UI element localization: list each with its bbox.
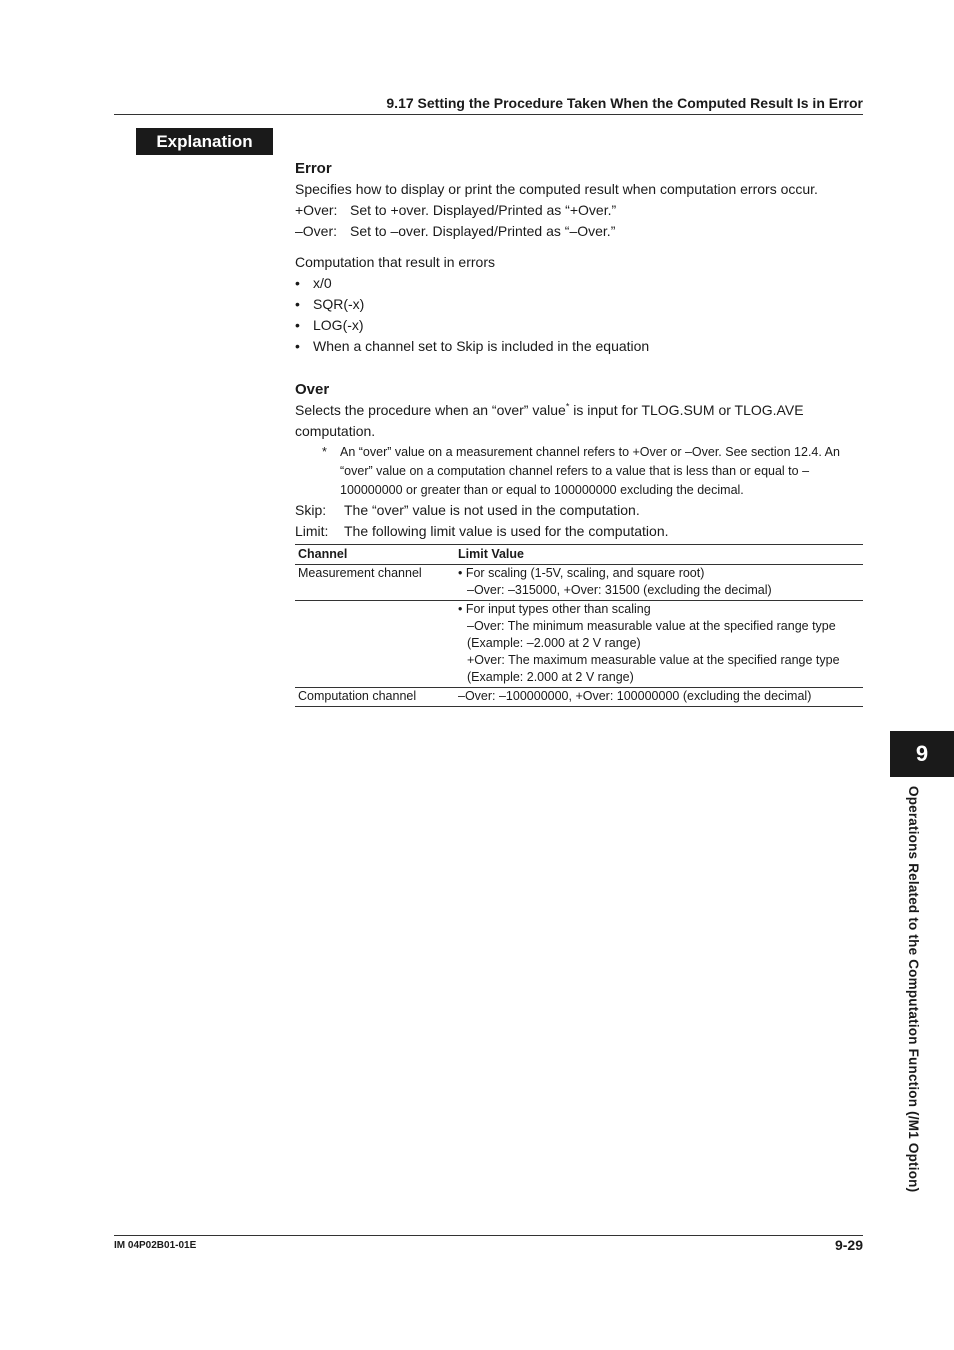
error-description: Specifies how to display or print the computed result when computation errors occur. [295,181,818,197]
column-header-limit-value: Limit Value [455,545,863,565]
list-item: • When a channel set to Skip is included in the equation [295,336,863,357]
footer-rule [114,1235,863,1236]
option-desc: The following limit value is used for the computation. [344,523,669,539]
channel-cell: Computation channel [295,688,455,707]
option-desc: Set to –over. Displayed/Printed as “–Over.” [350,223,616,239]
table-row [295,565,863,601]
option-term: Limit: [295,523,329,539]
header-rule [114,114,863,115]
running-header-title: 9.17 Setting the Procedure Taken When the Computed Result Is in Error [386,95,863,111]
over-option-limit [295,521,863,542]
limit-cell: –Over: –100000000, +Over: 100000000 (excluding the decimal) [455,688,863,707]
error-list-title: Computation that result in errors [295,254,495,270]
option-term: –Over: [295,223,338,239]
channel-cell: Measurement channel [295,565,455,601]
list-item: • x/0 [295,273,863,294]
table-row [295,601,863,688]
footnote-star: * [322,445,327,459]
error-heading: Error [295,160,332,177]
over-heading: Over [295,381,330,398]
error-option-minus-over [295,221,863,242]
error-option-plus-over [295,200,863,221]
over-description: Selects the procedure when an “over” value* is input for TLOG.SUM or TLOG.AVE computation. [295,401,804,439]
limit-value-table [295,544,863,707]
option-term: +Over: [295,202,338,218]
list-item: • LOG(-x) [295,315,863,336]
bullet-icon: • [295,338,300,354]
bullet-icon: • [295,275,300,291]
bullet-icon: • [295,317,300,333]
column-header-channel: Channel [295,545,455,565]
footnote [295,443,863,500]
option-desc: Set to +over. Displayed/Printed as “+Over.” [350,202,617,218]
document-id: IM 04P02B01-01E [114,1240,197,1251]
footnote-text: An “over” value on a measurement channel refers to +Over or –Over. See section 12.4. An “over” value on a computation channel refers to a value that is less than or equal to –100000000 or greater than or equal to 100000000 excluding the decimal. [340,445,840,497]
footnote-mark: * [565,401,570,412]
section-tag: Explanation [136,128,273,155]
limit-cell: • For scaling (1-5V, scaling, and square root) –Over: –315000, +Over: 31500 (excluding the decimal) [455,565,863,601]
chapter-number-tab: 9 [890,731,954,777]
table-header-row [295,545,863,565]
option-term: Skip: [295,502,327,518]
bullet-icon: • [295,296,300,312]
list-item: • SQR(-x) [295,294,863,315]
option-desc: The “over” value is not used in the computation. [344,502,640,518]
chapter-title-vertical: Operations Related to the Computation Function (/M1 Option) [906,786,921,1193]
table-row [295,688,863,707]
limit-cell: • For input types other than scaling –Over: The minimum measurable value at the specified range type (Example: –2.000 at 2 V range) +Over: The maximum measurable value at the specified range type (Example: 2.000 at 2 V range) [455,601,863,688]
over-option-skip [295,500,863,521]
page-number: 9-29 [834,1237,863,1253]
error-list [295,273,863,357]
main-content [295,158,863,707]
channel-cell [295,601,455,688]
